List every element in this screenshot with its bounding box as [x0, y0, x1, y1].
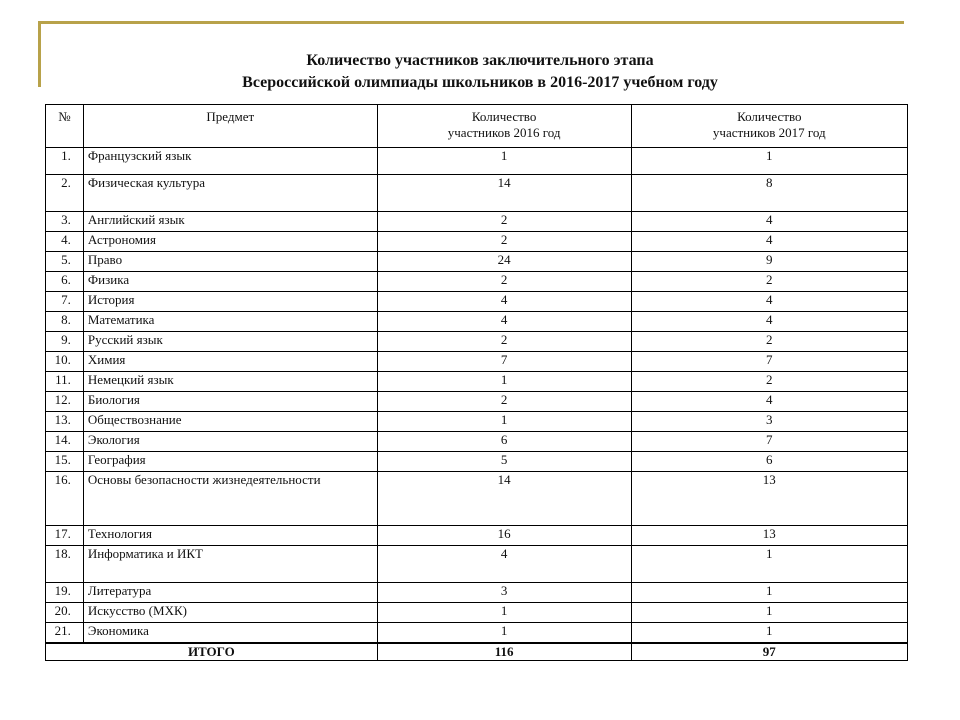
- row-2017: 1: [631, 603, 907, 623]
- row-2016: 2: [377, 232, 631, 252]
- table-row: [46, 352, 908, 372]
- row-2016: 1: [377, 412, 631, 432]
- row-2017: 13: [631, 526, 907, 546]
- row-2016: 4: [377, 312, 631, 332]
- row-2016: 6: [377, 432, 631, 452]
- table-row: [46, 472, 908, 526]
- row-2016: 7: [377, 352, 631, 372]
- page-title: [0, 50, 960, 94]
- row-2016: 1: [377, 148, 631, 175]
- row-2017: 4: [631, 212, 907, 232]
- header-2017-line1: Количество: [737, 109, 802, 124]
- row-2016: 4: [377, 292, 631, 312]
- row-num: 17.: [46, 526, 84, 546]
- row-2016: 2: [377, 332, 631, 352]
- row-subject: Экономика: [83, 623, 377, 643]
- row-2016: 16: [377, 526, 631, 546]
- table-row: [46, 392, 908, 412]
- total-row: [46, 643, 908, 661]
- row-subject: Астрономия: [83, 232, 377, 252]
- row-subject: Немецкий язык: [83, 372, 377, 392]
- row-num: 3.: [46, 212, 84, 232]
- row-subject: География: [83, 452, 377, 472]
- table-header-row: [46, 105, 908, 148]
- row-2016: 5: [377, 452, 631, 472]
- row-2017: 7: [631, 352, 907, 372]
- row-num: 11.: [46, 372, 84, 392]
- row-subject: Физическая культура: [83, 175, 377, 212]
- row-2016: 1: [377, 623, 631, 643]
- row-2016: 2: [377, 392, 631, 412]
- row-subject: Химия: [83, 352, 377, 372]
- row-num: 21.: [46, 623, 84, 643]
- title-line-2: Всероссийской олимпиады школьников в 2016-2017 учебном году: [242, 74, 718, 91]
- row-2017: 1: [631, 148, 907, 175]
- table-row: [46, 603, 908, 623]
- row-2017: 1: [631, 546, 907, 583]
- header-2017-line2: участников 2017 год: [712, 125, 826, 140]
- title-line-1: Количество участников заключительного этапа: [306, 52, 654, 69]
- header-2016-line2: участников 2016 год: [447, 125, 561, 140]
- row-num: 5.: [46, 252, 84, 272]
- row-subject: Обществознание: [83, 412, 377, 432]
- table-row: [46, 452, 908, 472]
- row-2016: 14: [377, 472, 631, 526]
- row-2017: 4: [631, 312, 907, 332]
- table-row: [46, 372, 908, 392]
- row-2016: 1: [377, 603, 631, 623]
- table-row: [46, 526, 908, 546]
- row-2016: 2: [377, 272, 631, 292]
- frame-top-rule: [40, 21, 904, 24]
- row-num: 16.: [46, 472, 84, 526]
- row-subject: Русский язык: [83, 332, 377, 352]
- table-row: [46, 148, 908, 175]
- row-2016: 2: [377, 212, 631, 232]
- row-2017: 2: [631, 272, 907, 292]
- row-subject: Информатика и ИКТ: [83, 546, 377, 583]
- row-2017: 1: [631, 583, 907, 603]
- row-2017: 4: [631, 392, 907, 412]
- row-num: 18.: [46, 546, 84, 583]
- total-label: ИТОГО: [46, 643, 378, 661]
- row-num: 9.: [46, 332, 84, 352]
- table-body: [46, 148, 908, 643]
- row-subject: Технология: [83, 526, 377, 546]
- row-num: 20.: [46, 603, 84, 623]
- row-2017: 8: [631, 175, 907, 212]
- row-2017: 4: [631, 232, 907, 252]
- row-subject: Французский язык: [83, 148, 377, 175]
- row-subject: Искусство (МХК): [83, 603, 377, 623]
- row-subject: Экология: [83, 432, 377, 452]
- row-2016: 24: [377, 252, 631, 272]
- row-num: 15.: [46, 452, 84, 472]
- row-subject: Математика: [83, 312, 377, 332]
- header-2017: [631, 105, 907, 148]
- row-2016: 4: [377, 546, 631, 583]
- table-row: [46, 252, 908, 272]
- row-num: 6.: [46, 272, 84, 292]
- row-subject: Право: [83, 252, 377, 272]
- row-2017: 4: [631, 292, 907, 312]
- row-num: 1.: [46, 148, 84, 175]
- table-row: [46, 175, 908, 212]
- header-num: №: [46, 105, 84, 148]
- row-2017: 9: [631, 252, 907, 272]
- row-2017: 7: [631, 432, 907, 452]
- row-subject: Физика: [83, 272, 377, 292]
- row-2016: 14: [377, 175, 631, 212]
- table-row: [46, 623, 908, 643]
- row-num: 2.: [46, 175, 84, 212]
- row-2017: 1: [631, 623, 907, 643]
- header-subject: Предмет: [83, 105, 377, 148]
- row-2017: 3: [631, 412, 907, 432]
- row-2017: 6: [631, 452, 907, 472]
- table-row: [46, 583, 908, 603]
- row-num: 10.: [46, 352, 84, 372]
- table-row: [46, 292, 908, 312]
- row-2016: 1: [377, 372, 631, 392]
- row-num: 7.: [46, 292, 84, 312]
- row-num: 19.: [46, 583, 84, 603]
- row-num: 4.: [46, 232, 84, 252]
- header-2016: [377, 105, 631, 148]
- row-num: 8.: [46, 312, 84, 332]
- table-row: [46, 232, 908, 252]
- row-2017: 2: [631, 332, 907, 352]
- total-2016: 116: [377, 643, 631, 661]
- table-row: [46, 312, 908, 332]
- row-subject: Литература: [83, 583, 377, 603]
- table-row: [46, 546, 908, 583]
- header-2016-line1: Количество: [471, 109, 537, 124]
- row-num: 14.: [46, 432, 84, 452]
- table-row: [46, 272, 908, 292]
- row-num: 13.: [46, 412, 84, 432]
- table-row: [46, 432, 908, 452]
- table-row: [46, 412, 908, 432]
- row-num: 12.: [46, 392, 84, 412]
- row-2017: 2: [631, 372, 907, 392]
- table-row: [46, 212, 908, 232]
- participants-table: [45, 104, 908, 661]
- row-2017: 13: [631, 472, 907, 526]
- total-2017: 97: [631, 643, 907, 661]
- row-subject: История: [83, 292, 377, 312]
- row-subject: Английский язык: [83, 212, 377, 232]
- row-subject: Основы безопасности жизнедеятельности: [83, 472, 377, 526]
- table-row: [46, 332, 908, 352]
- row-subject: Биология: [83, 392, 377, 412]
- row-2016: 3: [377, 583, 631, 603]
